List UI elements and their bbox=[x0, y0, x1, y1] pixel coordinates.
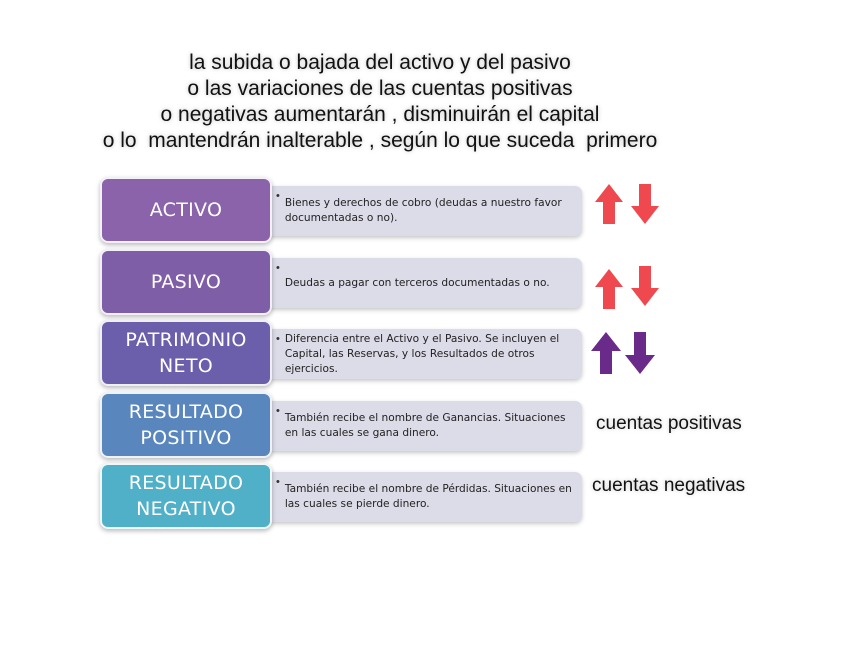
concept-description-box bbox=[260, 258, 582, 308]
concept-box bbox=[100, 463, 272, 529]
heading-line: la subida o bajada del activo y del pasivo bbox=[189, 51, 571, 74]
arrow-up-icon bbox=[590, 330, 622, 376]
bullet: • bbox=[276, 190, 280, 202]
arrow-down-icon bbox=[630, 182, 660, 226]
positive-accounts-label: cuentas positivas bbox=[596, 413, 742, 434]
heading-line: o negativas aumentarán , disminuirán el capital bbox=[160, 103, 600, 126]
concept-title: PATRIMONIO NETO bbox=[125, 329, 247, 377]
concept-description-box bbox=[260, 329, 582, 379]
heading-line: o las variaciones de las cuentas positivas bbox=[187, 77, 573, 100]
bullet: • bbox=[276, 262, 280, 274]
heading bbox=[0, 50, 760, 154]
arrow-up-icon bbox=[594, 267, 624, 311]
concept-description-box bbox=[260, 186, 582, 236]
concept-title: RESULTADO POSITIVO bbox=[128, 401, 244, 449]
concept-box bbox=[100, 249, 272, 315]
concept-description: También recibe el nombre de Pérdidas. Situaciones en las cuales se pierde dinero. bbox=[284, 483, 572, 510]
heading-line: o lo mantendrán inalterable , según lo que suceda primero bbox=[102, 129, 658, 152]
concept-row-resultado-positivo bbox=[100, 392, 584, 458]
concept-box bbox=[100, 177, 272, 243]
negative-accounts-label: cuentas negativas bbox=[592, 475, 746, 496]
concept-box bbox=[100, 392, 272, 458]
arrow-down-icon bbox=[624, 330, 656, 376]
bullet: • bbox=[276, 333, 280, 345]
concept-title: RESULTADO NEGATIVO bbox=[128, 472, 244, 520]
concept-description: También recibe el nombre de Ganancias. Situaciones en las cuales se gana dinero. bbox=[284, 412, 566, 439]
concept-description: Diferencia entre el Activo y el Pasivo. Se incluyen el Capital, las Reservas, y los Resultados de otros ejercicios. bbox=[284, 332, 560, 375]
bullet: • bbox=[276, 405, 280, 417]
concept-title: ACTIVO bbox=[149, 199, 223, 221]
concept-description: Deudas a pagar con terceros documentadas o no. bbox=[284, 276, 550, 289]
concept-row-activo bbox=[100, 177, 584, 243]
concept-description: Bienes y derechos de cobro (deudas a nuestro favor documentadas o no). bbox=[284, 197, 562, 224]
concept-row-patrimonio-neto bbox=[100, 320, 584, 386]
concept-description-box bbox=[260, 401, 582, 451]
concept-description-box bbox=[260, 472, 582, 522]
bullet: • bbox=[276, 476, 280, 488]
concept-row-resultado-negativo bbox=[100, 463, 584, 529]
arrow-down-icon bbox=[630, 264, 660, 308]
concept-title: PASIVO bbox=[150, 271, 222, 293]
concept-box bbox=[100, 320, 272, 386]
arrow-up-icon bbox=[594, 182, 624, 226]
concept-row-pasivo bbox=[100, 249, 584, 315]
